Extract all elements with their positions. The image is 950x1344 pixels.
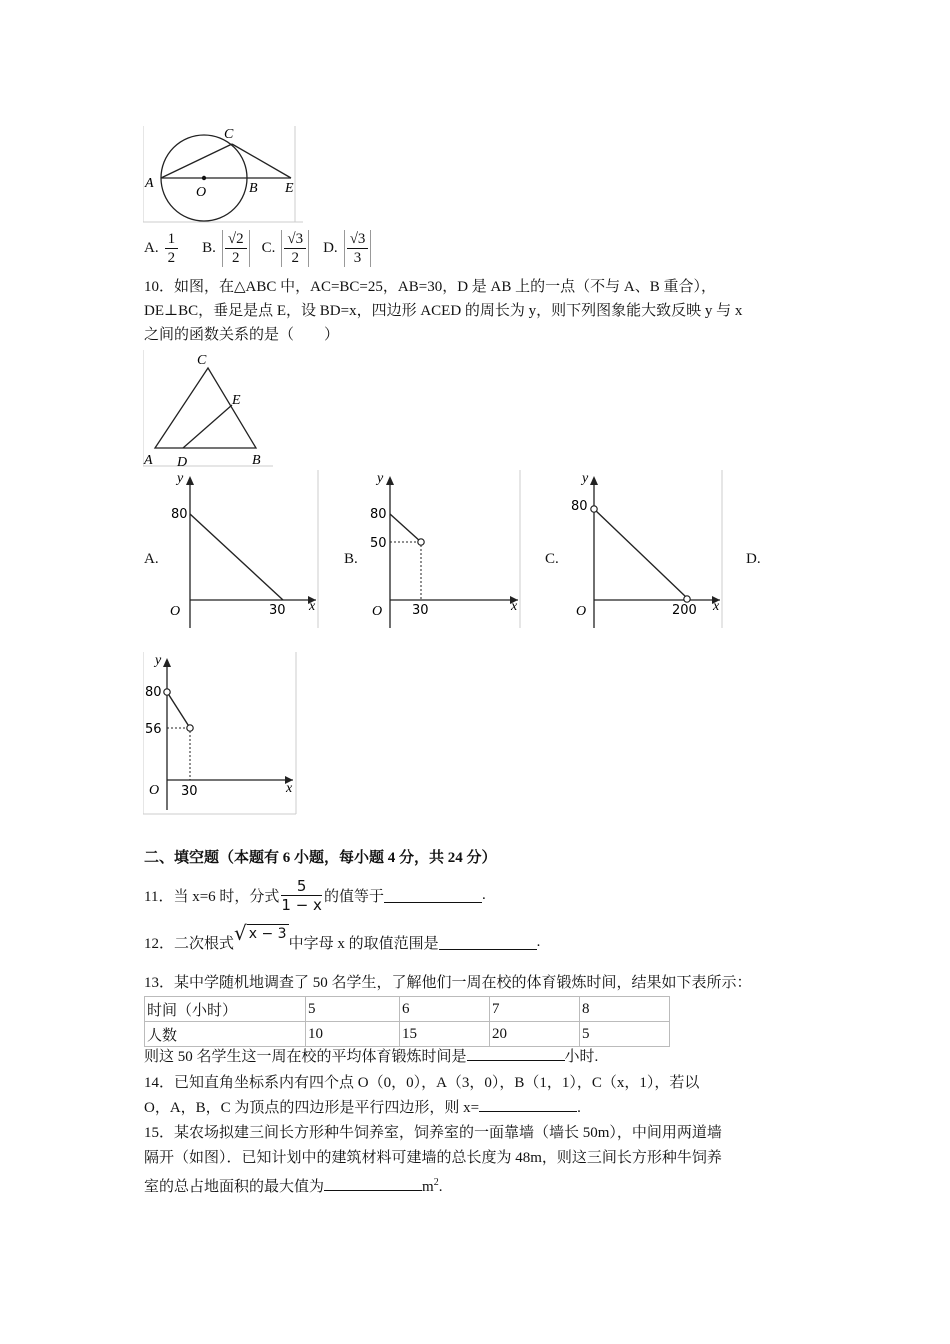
q10-graph-d-open-point-start bbox=[164, 689, 170, 695]
q11-text-pre: 11．当 x=6 时，分式 bbox=[144, 888, 280, 905]
q10-label-b: B bbox=[252, 453, 261, 468]
svg-text:80: 80 bbox=[571, 499, 588, 514]
q13-line2: 则这 50 名学生这一周在校的平均体育锻炼时间是 小时. bbox=[144, 1046, 598, 1068]
q9-option-a-fraction: $\frac{1}{2}$ bbox=[165, 230, 179, 267]
svg-text:O: O bbox=[372, 604, 383, 619]
q9-option-a-letter: A. bbox=[144, 239, 159, 256]
q15-line2: 隔开（如图）．已知计划中的建筑材料可建墙的总长度为 48m，则这三间长方形种牛饲养 bbox=[144, 1150, 722, 1166]
q10-graph-a bbox=[166, 470, 322, 630]
q13-answer-blank[interactable] bbox=[467, 1046, 565, 1061]
q14-answer-blank[interactable] bbox=[479, 1097, 577, 1112]
q10-label-a: A bbox=[144, 453, 153, 468]
q15-line3: 室的总占地面积的最大值为 $m^2$. bbox=[144, 1177, 443, 1195]
q13-line1: 13．某中学随机地调查了 50 名学生，了解他们一周在校的体育锻炼时间，结果如下表所示： bbox=[144, 975, 752, 991]
q12-answer-blank[interactable] bbox=[439, 935, 537, 950]
svg-text:56: 56 bbox=[145, 722, 162, 737]
q9-label-o: O bbox=[196, 185, 207, 200]
q9-label-c: C bbox=[224, 127, 234, 142]
q9-option-b-fraction: $\frac{√2}{2}$ bbox=[222, 230, 250, 267]
q12-text-post: 中字母 x 的取值范围是 bbox=[288, 935, 439, 952]
q13-table bbox=[144, 996, 670, 1047]
q9-center-dot bbox=[202, 176, 206, 180]
q9-tangent-ce bbox=[232, 144, 291, 178]
section2-title: 二、填空题（本题有 6 小题，每小题 4 分，共 24 分） bbox=[144, 850, 497, 866]
q10-graph-d-open-point-end bbox=[187, 725, 193, 731]
svg-text:O: O bbox=[576, 604, 587, 619]
svg-text:x: x bbox=[713, 599, 720, 614]
svg-text:80: 80 bbox=[145, 685, 162, 700]
q11-fraction: $\frac{5}{1 - x}$ bbox=[281, 876, 322, 914]
q12: 12．二次根式 √ x − 3 中字母 x 的取值范围是 . bbox=[144, 921, 541, 952]
q9-circle-figure bbox=[143, 126, 303, 224]
table-row: 时间（小时） 5 6 7 8 bbox=[145, 997, 670, 1022]
q9-label-a: A bbox=[145, 176, 154, 191]
svg-text:30: 30 bbox=[269, 603, 286, 618]
q11-answer-blank[interactable] bbox=[384, 888, 482, 903]
q10-segment-de bbox=[183, 405, 232, 448]
q9-label-b: B bbox=[249, 181, 258, 196]
q10-line3: 之间的函数关系的是（ ） bbox=[144, 327, 340, 343]
q10-label-d: D bbox=[177, 455, 188, 468]
svg-text:O: O bbox=[149, 783, 160, 798]
q9-option-b-letter: B. bbox=[202, 239, 216, 256]
q9-options bbox=[144, 226, 373, 270]
q10-triangle-figure bbox=[143, 350, 273, 468]
svg-text:y: y bbox=[177, 471, 184, 486]
q11-text-post: 的值等于 bbox=[323, 888, 384, 905]
q10-graph-b-line bbox=[390, 514, 421, 542]
svg-text:200: 200 bbox=[672, 603, 697, 618]
q10-option-b-letter: B. bbox=[344, 551, 358, 567]
q15-answer-blank[interactable] bbox=[324, 1176, 422, 1191]
svg-text:x: x bbox=[286, 781, 293, 796]
q10-graph-c-open-point-start bbox=[591, 506, 597, 512]
q10-label-c: C bbox=[197, 353, 207, 368]
q10-option-d-letter: D. bbox=[746, 551, 761, 567]
svg-text:30: 30 bbox=[412, 603, 429, 618]
q10-line2: DE⊥BC，垂足是点 E，设 BD=x，四边形 ACED 的周长为 y，则下列图象能大致反映 y 与 x bbox=[144, 303, 743, 319]
q14-line2: O，A，B，C 为顶点的四边形是平行四边形，则 x= . bbox=[144, 1097, 581, 1119]
q10-graph-c-open-point-end bbox=[684, 596, 690, 602]
table-row: 人数 10 15 20 5 bbox=[145, 1022, 670, 1047]
svg-text:x: x bbox=[511, 599, 518, 614]
q9-option-c-fraction: $\frac{√3}{2}$ bbox=[281, 230, 309, 267]
q12-radical: √ x − 3 bbox=[234, 921, 287, 945]
q10-graph-d-line bbox=[167, 692, 190, 728]
svg-text:30: 30 bbox=[181, 784, 198, 799]
q10-graph-b-open-point bbox=[418, 539, 424, 545]
q10-option-a-letter: A. bbox=[144, 551, 159, 567]
q9-option-d-letter: D. bbox=[323, 239, 338, 256]
svg-text:y: y bbox=[155, 653, 162, 668]
q9-option-c-letter: C. bbox=[261, 239, 276, 256]
svg-text:80: 80 bbox=[370, 507, 387, 522]
q10-graph-c-line bbox=[594, 509, 686, 597]
svg-text:y: y bbox=[377, 471, 384, 486]
q9-label-e: E bbox=[285, 181, 294, 196]
q10-graph-a-line bbox=[190, 514, 283, 600]
q9-option-d-fraction: $\frac{√3}{3}$ bbox=[344, 230, 372, 267]
svg-text:O: O bbox=[170, 604, 181, 619]
q10-label-e: E bbox=[232, 393, 241, 408]
svg-text:50: 50 bbox=[370, 536, 387, 551]
svg-text:y: y bbox=[582, 471, 589, 486]
svg-text:x: x bbox=[309, 599, 316, 614]
q10-graph-d bbox=[143, 652, 299, 816]
q10-triangle-abc bbox=[155, 368, 256, 448]
q10-option-c-letter: C. bbox=[545, 551, 559, 567]
q12-text-pre: 12．二次根式 bbox=[144, 935, 235, 952]
q10-graph-c bbox=[570, 470, 726, 630]
q15-line1: 15．某农场拟建三间长方形种牛饲养室，饲养室的一面靠墙（墙长 50m），中间用两道墙 bbox=[144, 1125, 722, 1141]
q10-line1: 10．如图，在△ABC 中，AC=BC=25，AB=30，D 是 AB 上的一点（不与 A、B 重合）， bbox=[144, 279, 716, 295]
q14-line1: 14．已知直角坐标系内有四个点 O（0，0），A（3，0），B（1，1），C（x，1），若以 bbox=[144, 1075, 700, 1091]
q10-graph-b bbox=[368, 470, 524, 630]
q11: 11．当 x=6 时，分式 $\frac{5}{1 - x}$ 的值等于 . bbox=[144, 876, 486, 914]
svg-text:80: 80 bbox=[171, 507, 188, 522]
